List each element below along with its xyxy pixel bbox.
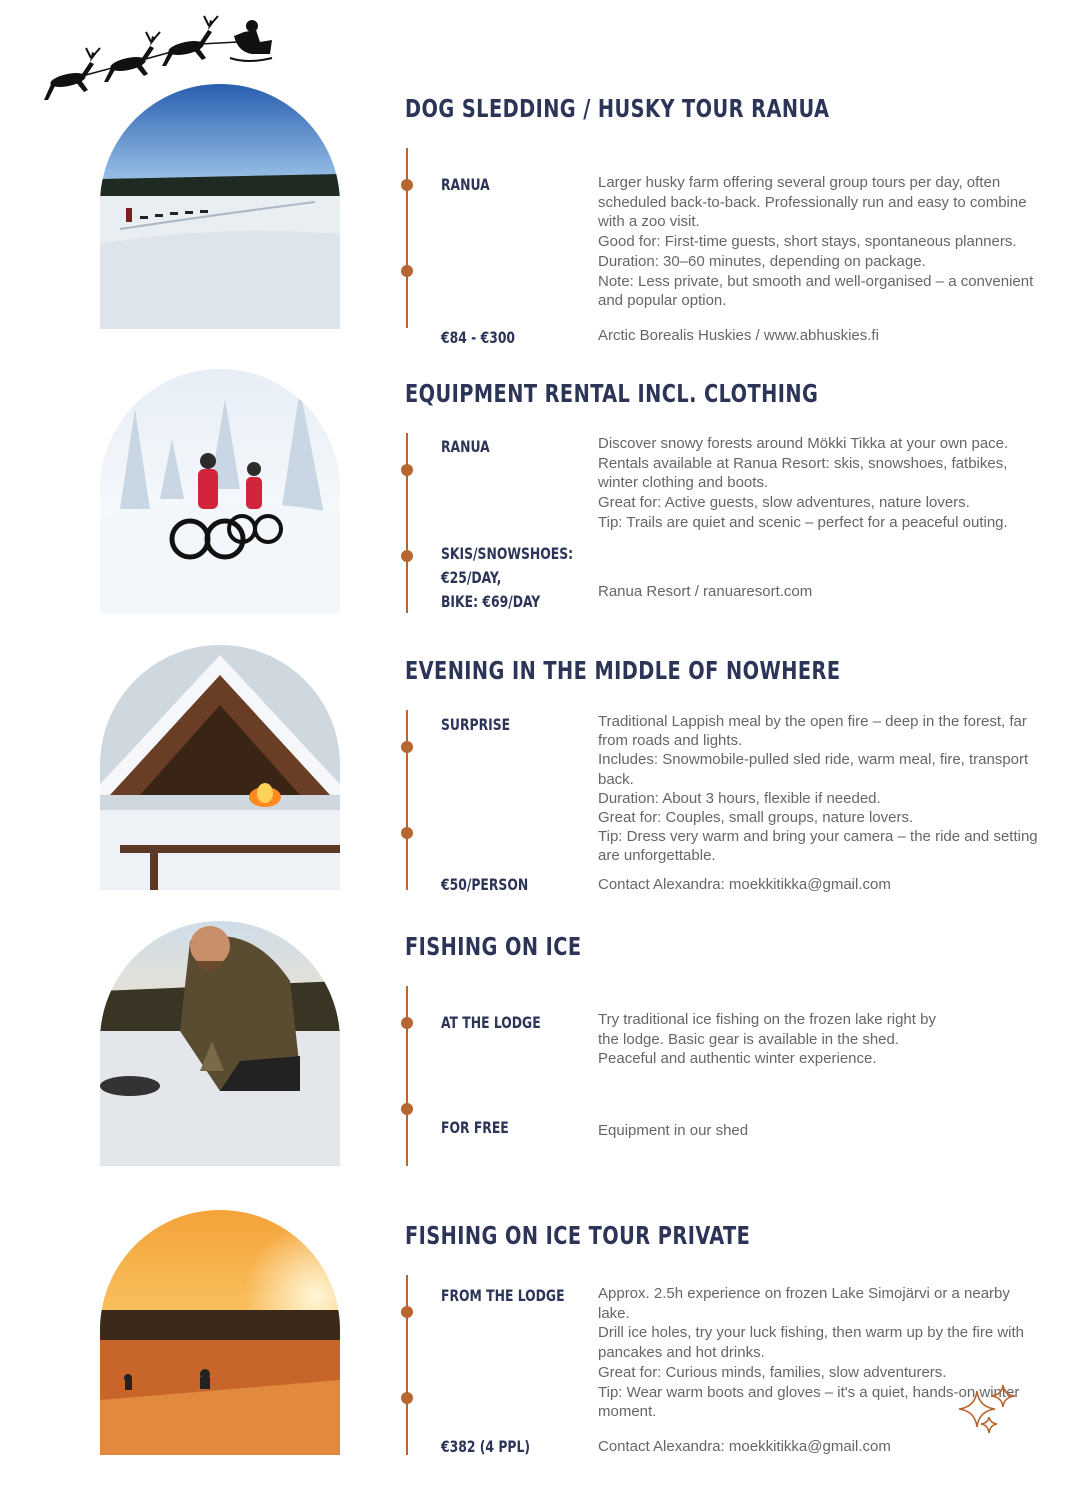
fatbike-photo: [100, 369, 340, 614]
section-title: EQUIPMENT RENTAL INCL. CLOTHING: [405, 379, 819, 408]
contact-text: Contact Alexandra: moekkitikka@gmail.com: [598, 876, 891, 893]
ice-fisherman-photo: [100, 921, 340, 1166]
timeline-dot: [401, 1306, 413, 1318]
section-title: FISHING ON ICE TOUR PRIVATE: [405, 1221, 751, 1250]
timeline-dot: [401, 265, 413, 277]
contact-text: Equipment in our shed: [598, 1122, 749, 1139]
timeline-dot: [401, 827, 413, 839]
price-label: €50/PERSON: [441, 875, 529, 894]
sparkle-stars-icon: [955, 1383, 1021, 1439]
sunset-ice-photo: [100, 1210, 340, 1455]
price-label: FOR FREE: [441, 1118, 509, 1137]
description: Try traditional ice fishing on the frozen lake right by the lodge. Basic gear is available in the shed. Peaceful and authentic winter experience.: [598, 1011, 936, 1068]
section-title: EVENING IN THE MIDDLE OF NOWHERE: [405, 656, 841, 685]
section-title: DOG SLEDDING / HUSKY TOUR RANUA: [405, 94, 830, 123]
timeline-dot: [401, 550, 413, 562]
timeline-dot: [401, 179, 413, 191]
contact-text: Arctic Borealis Huskies / www.abhuskies.fi: [598, 327, 879, 344]
contact-text: Contact Alexandra: moekkitikka@gmail.com: [598, 1438, 891, 1455]
husky-sled-photo: [100, 84, 340, 329]
description: Traditional Lappish meal by the open fire – deep in the forest, far from roads and lights. Includes: Snowmobile-pulled sled ride, warm meal, fire, transport back. Duration: About 3 hours, flexible if needed. Great for: Couples, small groups, nature lovers. Tip: Dress very warm and bring your camera – the ride and setting are unforgettable.: [598, 713, 1038, 865]
location-label: RANUA: [441, 175, 490, 194]
price-label: [441, 542, 573, 614]
location-label: AT THE LODGE: [441, 1013, 541, 1032]
timeline-line: [406, 986, 408, 1166]
timeline-dot: [401, 1392, 413, 1404]
description: Approx. 2.5h experience on frozen Lake Simojärvi or a nearby lake. Drill ice holes, try your luck fishing, then warm up by the fire with pancakes and hot drinks. Great for: Curious minds, families, slow adventurers. Tip: Wear warm boots and gloves – it's a quiet, hands-on winter moment.: [598, 1285, 1024, 1421]
price-line: €25/DAY,: [441, 568, 502, 587]
description: Larger husky farm offering several group tours per day, often scheduled back-to-back. Professionally run and easy to combine with a zoo visit. Good for: First-time guests, short stays, spontaneous planners. Duration: 30–60 minutes, depending on package. Note: Less private, but smooth and well-organised – a convenient and popular option.: [598, 174, 1034, 310]
timeline-dot: [401, 1103, 413, 1115]
location-label: SURPRISE: [441, 715, 511, 734]
timeline-dot: [401, 1017, 413, 1029]
timeline-line: [406, 710, 408, 890]
section-title: FISHING ON ICE: [405, 932, 582, 961]
timeline-dot: [401, 464, 413, 476]
description: Discover snowy forests around Mökki Tikka at your own pace. Rentals available at Ranua Resort: skis, snowshoes, fatbikes, winter clothing and boots. Great for: Active guests, slow adventures, nature lovers. Tip: Trails are quiet and scenic – perfect for a peaceful outing.: [598, 435, 1009, 531]
price-label: €84 - €300: [441, 328, 516, 347]
location-label: FROM THE LODGE: [441, 1286, 565, 1305]
price-line: SKIS/SNOWSHOES:: [441, 544, 574, 563]
timeline-line: [406, 148, 408, 328]
timeline-line: [406, 1275, 408, 1455]
timeline-line: [406, 433, 408, 613]
price-label: €382 (4 PPL): [441, 1437, 531, 1456]
price-line: BIKE: €69/DAY: [441, 592, 541, 611]
timeline-dot: [401, 741, 413, 753]
location-label: RANUA: [441, 437, 490, 456]
kota-fire-photo: [100, 645, 340, 890]
contact-text: Ranua Resort / ranuaresort.com: [598, 583, 813, 600]
